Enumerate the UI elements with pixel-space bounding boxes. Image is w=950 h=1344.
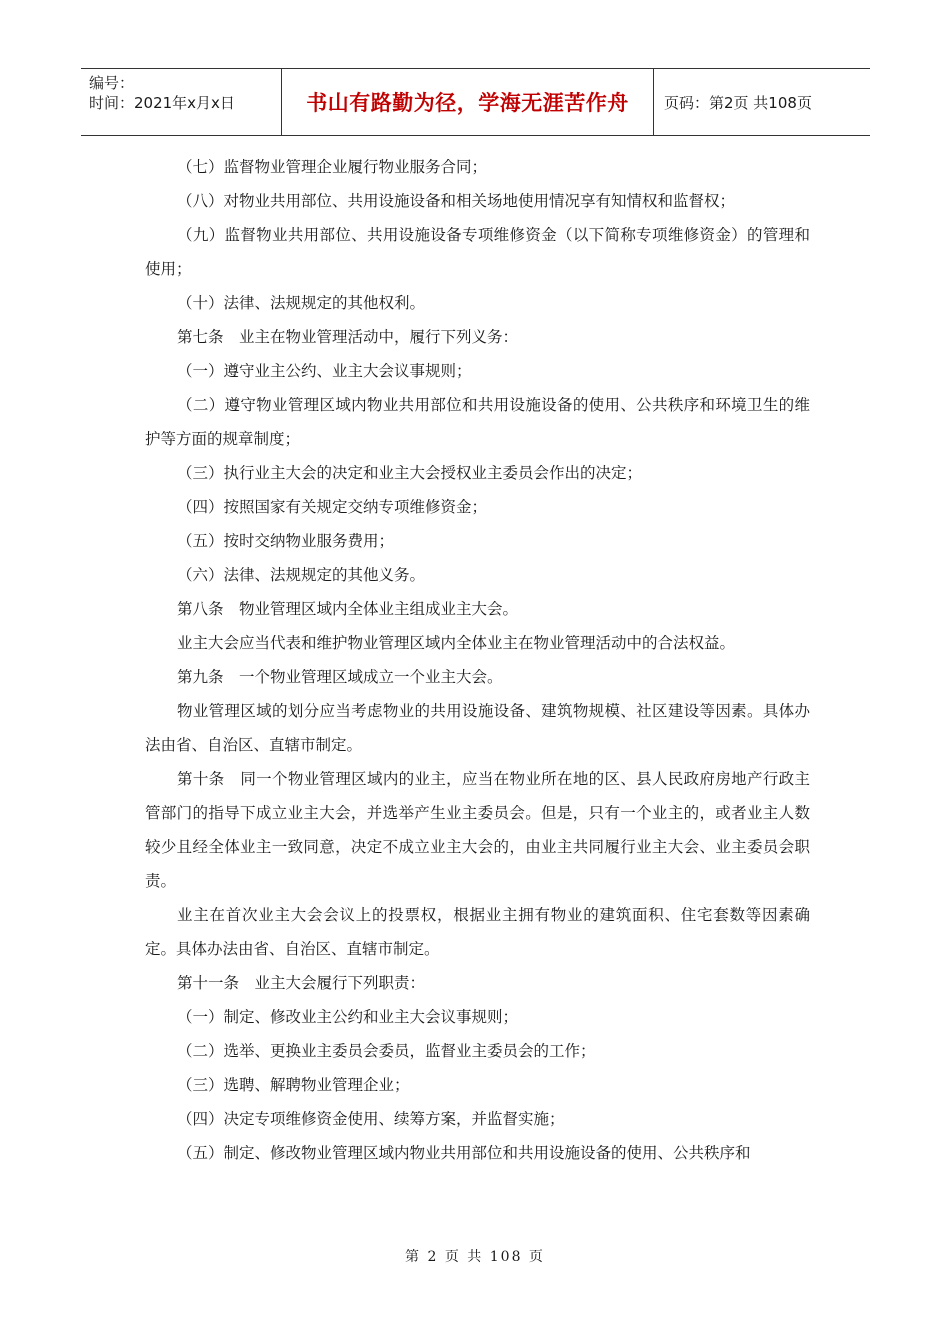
article-heading: 第十条 同一个物业管理区域内的业主，应当在物业所在地的区、县人民政府房地产行政主管部门的指导下成立业主大会，并选举产生业主委员会。但是，只有一个业主的，或者业主人数较少且经全体业主一致同意，决定不成立业主大会的，由业主共同履行业主大会、业主委员会职责。 (145, 770, 810, 890)
article-heading: 第九条 一个物业管理区域成立一个业主大会。 (177, 668, 503, 686)
paragraph: （一）制定、修改业主公约和业主大会议事规则； (177, 1008, 519, 1026)
paragraph: （九）监督物业共用部位、共用设施设备专项维修资金（以下简称专项维修资金）的管理和使用； (145, 226, 810, 278)
paragraph: （三）选聘、解聘物业管理企业； (177, 1076, 410, 1094)
page-footer: 第 2 页 共 108 页 (405, 1249, 545, 1265)
paragraph: （四）按照国家有关规定交纳专项维修资金； (177, 498, 488, 516)
paragraph: （八）对物业共用部位、共用设施设备和相关场地使用情况享有知情权和监督权； (177, 192, 736, 210)
header-page-info: 页码：第2页 共108页 (664, 93, 812, 112)
document-date: 时间：2021年x月x日 (89, 94, 235, 112)
header-meta (81, 69, 282, 135)
paragraph: （四）决定专项维修资金使用、续筹方案，并监督实施； (177, 1110, 565, 1128)
article-heading: 第十一条 业主大会履行下列职责： (177, 974, 426, 992)
paragraph: （五）制定、修改物业管理区域内物业共用部位和共用设施设备的使用、公共秩序和 (177, 1144, 751, 1162)
paragraph: （七）监督物业管理企业履行物业服务合同； (177, 158, 488, 176)
article-heading: 第七条 业主在物业管理活动中，履行下列义务： (177, 328, 519, 346)
paragraph: （十）法律、法规规定的其他权利。 (177, 294, 426, 312)
page-header (81, 68, 870, 136)
paragraph: （五）按时交纳物业服务费用； (177, 532, 395, 550)
paragraph: （一）遵守业主公约、业主大会议事规则； (177, 362, 472, 380)
paragraph: 物业管理区域的划分应当考虑物业的共用设施设备、建筑物规模、社区建设等因素。具体办法由省、自治区、直辖市制定。 (145, 702, 810, 754)
article-heading: 第八条 物业管理区域内全体业主组成业主大会。 (177, 600, 519, 618)
document-number-label: 编号： (89, 74, 135, 92)
paragraph: 业主在首次业主大会会议上的投票权，根据业主拥有物业的建筑面积、住宅套数等因素确定。具体办法由省、自治区、直辖市制定。 (145, 906, 810, 958)
paragraph: （二）选举、更换业主委员会委员，监督业主委员会的工作； (177, 1042, 596, 1060)
paragraph: （二）遵守物业管理区域内物业共用部位和共用设施设备的使用、公共秩序和环境卫生的维护等方面的规章制度； (145, 396, 810, 448)
paragraph: （六）法律、法规规定的其他义务。 (177, 566, 426, 584)
paragraph: 业主大会应当代表和维护物业管理区域内全体业主在物业管理活动中的合法权益。 (177, 634, 736, 652)
paragraph: （三）执行业主大会的决定和业主大会授权业主委员会作出的决定； (177, 464, 643, 482)
header-motto: 书山有路勤为径，学海无涯苦作舟 (282, 69, 654, 135)
document-body (145, 150, 810, 1170)
